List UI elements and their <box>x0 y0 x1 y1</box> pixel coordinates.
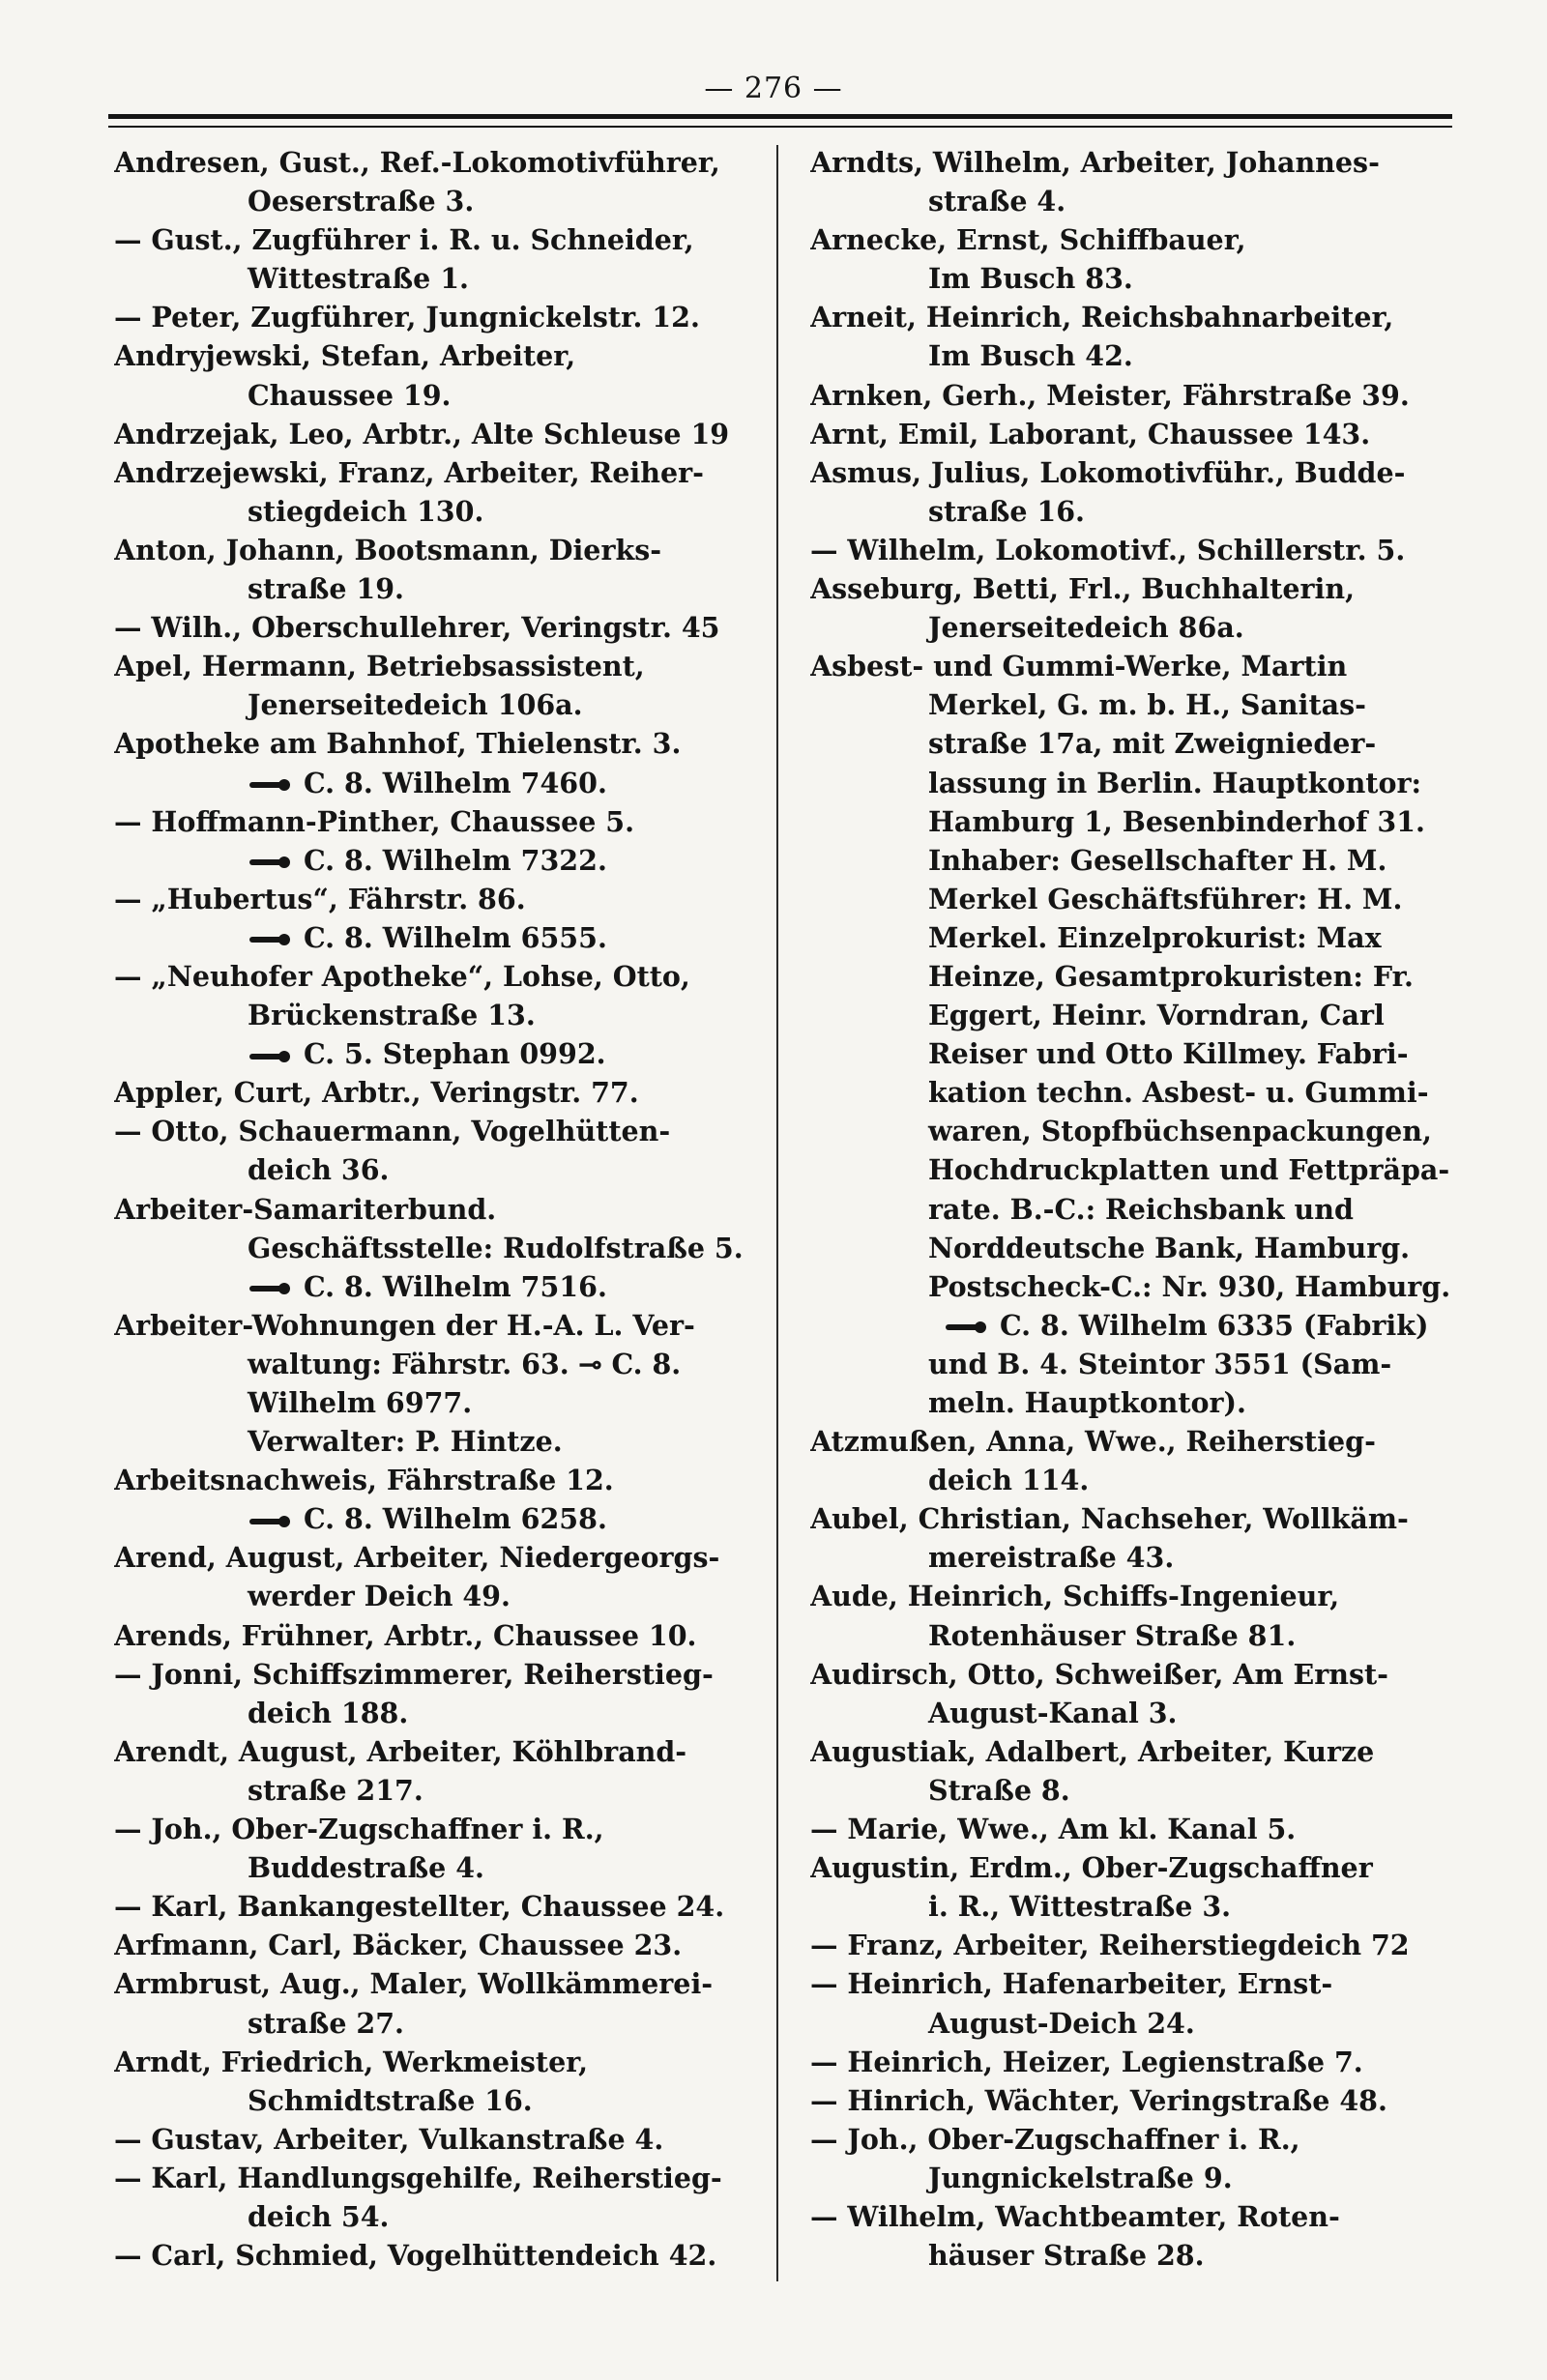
directory-line <box>114 764 772 802</box>
directory-line <box>114 376 772 415</box>
directory-line-text: August-Deich 24. <box>928 2006 1195 2040</box>
directory-line-text: Wittestraße 1. <box>248 262 469 296</box>
directory-line-text: Chaussee 19. <box>248 378 452 412</box>
directory-line <box>114 2197 772 2236</box>
directory-line-text: Andrzejewski, Franz, Arbeiter, Reiher- <box>114 455 704 489</box>
directory-line <box>810 1112 1456 1150</box>
directory-line <box>810 764 1456 802</box>
directory-line <box>114 841 772 880</box>
directory-line <box>810 1616 1456 1655</box>
directory-line-text: Augustiak, Adalbert, Arbeiter, Kurze <box>810 1734 1375 1768</box>
directory-line <box>114 1694 772 1732</box>
telephone-icon <box>249 1283 294 1294</box>
directory-line <box>810 2004 1456 2043</box>
directory-line <box>810 1461 1456 1499</box>
directory-line-text: Aubel, Christian, Nachseher, Wollkäm- <box>810 1502 1409 1536</box>
directory-line <box>810 220 1456 259</box>
directory-line-text: häuser Straße 28. <box>928 2239 1205 2273</box>
telephone-icon <box>249 1516 294 1527</box>
directory-line <box>114 2043 772 2081</box>
directory-line-text: rate. B.-C.: Reichsbank und <box>928 1192 1354 1226</box>
directory-line <box>114 608 772 647</box>
directory-line-text: Arbeiter-Samariterbund. <box>114 1192 497 1226</box>
directory-line-text: — Carl, Schmied, Vogelhüttendeich 42. <box>114 2239 717 2273</box>
directory-line-text: C. 8. Wilhelm 6335 (Fabrik) <box>1000 1308 1429 1342</box>
directory-line <box>114 1345 772 1383</box>
directory-line <box>810 1964 1456 2003</box>
directory-line <box>114 1461 772 1499</box>
directory-line <box>810 1499 1456 1538</box>
directory-line <box>810 453 1456 492</box>
directory-line <box>114 1538 772 1577</box>
directory-line <box>810 1771 1456 1810</box>
directory-line <box>810 1538 1456 1577</box>
page-number: — 276 — <box>704 72 843 105</box>
directory-line <box>114 1887 772 1926</box>
directory-line-text: Arndt, Friedrich, Werkmeister, <box>114 2045 589 2078</box>
directory-line-text: meln. Hauptkontor). <box>928 1386 1246 1419</box>
directory-line <box>810 880 1456 918</box>
directory-line-text: C. 5. Stephan 0992. <box>304 1037 606 1071</box>
directory-line-text: Arneit, Heinrich, Reichsbahnarbeiter, <box>810 301 1394 334</box>
directory-line <box>114 2081 772 2120</box>
directory-line <box>810 724 1456 763</box>
directory-line <box>810 2081 1456 2120</box>
directory-line-text: — Wilhelm, Lokomotivf., Schillerstr. 5. <box>810 533 1406 566</box>
directory-line-text: stiegdeich 130. <box>248 494 484 528</box>
directory-line <box>810 492 1456 531</box>
directory-line-text: — Joh., Ober-Zugschaffner i. R., <box>114 1813 604 1846</box>
directory-line <box>810 1694 1456 1732</box>
directory-line-text: Wilhelm 6977. <box>248 1386 473 1419</box>
directory-line-text: Arends, Frühner, Arbtr., Chaussee 10. <box>114 1618 697 1652</box>
directory-line <box>810 1150 1456 1189</box>
directory-line <box>810 685 1456 724</box>
directory-line <box>114 1848 772 1887</box>
directory-line <box>810 1267 1456 1306</box>
directory-line-text: C. 8. Wilhelm 7516. <box>304 1269 607 1303</box>
directory-line-text: Augustin, Erdm., Ober-Zugschaffner <box>810 1851 1373 1885</box>
directory-line <box>810 2120 1456 2159</box>
directory-line-text: — „Hubertus“, Fährstr. 86. <box>114 882 526 915</box>
right-column <box>810 143 1456 2275</box>
directory-line <box>114 685 772 724</box>
directory-line-text: deich 188. <box>248 1696 409 1729</box>
telephone-icon <box>249 1051 294 1062</box>
directory-line-text: Anton, Johann, Bootsmann, Dierks- <box>114 533 662 566</box>
directory-line <box>114 492 772 531</box>
directory-line <box>114 453 772 492</box>
directory-line <box>114 1926 772 1964</box>
directory-line-text: Arndts, Wilhelm, Arbeiter, Johannes- <box>810 146 1380 179</box>
directory-line <box>114 1810 772 1848</box>
directory-line <box>114 1383 772 1422</box>
directory-line <box>810 2159 1456 2197</box>
directory-line-text: Heinze, Gesamtprokuristen: Fr. <box>928 959 1414 993</box>
directory-line <box>810 1887 1456 1926</box>
directory-line <box>114 802 772 841</box>
directory-line <box>810 1034 1456 1073</box>
directory-line <box>114 143 772 182</box>
directory-line-text: deich 36. <box>248 1153 390 1187</box>
directory-line <box>114 1616 772 1655</box>
directory-line-text: — Heinrich, Hafenarbeiter, Ernst- <box>810 1967 1333 2001</box>
directory-line-text: C. 8. Wilhelm 6555. <box>304 920 607 954</box>
directory-line-text: straße 217. <box>248 1773 423 1807</box>
directory-line <box>114 336 772 375</box>
directory-line <box>114 1112 772 1150</box>
directory-line-text: kation techn. Asbest- u. Gummi- <box>928 1076 1429 1110</box>
directory-line <box>810 1306 1456 1345</box>
directory-line-text: Asseburg, Betti, Frl., Buchhalterin, <box>810 572 1356 606</box>
directory-line-text: mereistraße 43. <box>928 1541 1175 1575</box>
directory-line <box>114 1964 772 2003</box>
directory-line <box>114 918 772 957</box>
directory-line <box>114 996 772 1034</box>
directory-line-text: — Wilhelm, Wachtbeamter, Roten- <box>810 2199 1340 2233</box>
directory-line-text: Hochdruckplatten und Fettpräpa- <box>928 1153 1450 1187</box>
directory-line <box>810 802 1456 841</box>
directory-line <box>114 1499 772 1538</box>
directory-line-text: Asmus, Julius, Lokomotivführ., Budde- <box>810 455 1406 489</box>
directory-line-text: — Gustav, Arbeiter, Vulkanstraße 4. <box>114 2122 664 2156</box>
directory-line-text: und B. 4. Steintor 3551 (Sam- <box>928 1347 1392 1380</box>
directory-line <box>810 608 1456 647</box>
directory-line <box>810 1577 1456 1615</box>
directory-line <box>114 1229 772 1267</box>
directory-line-text: — Wilh., Oberschullehrer, Veringstr. 45 <box>114 611 720 645</box>
directory-line-text: lassung in Berlin. Hauptkontor: <box>928 766 1421 799</box>
directory-line <box>114 2004 772 2043</box>
directory-line-text: Arnt, Emil, Laborant, Chaussee 143. <box>810 417 1371 450</box>
left-column <box>114 143 772 2275</box>
directory-line-text: werder Deich 49. <box>248 1580 511 1613</box>
directory-line-text: Rotenhäuser Straße 81. <box>928 1618 1297 1652</box>
directory-line <box>114 1577 772 1615</box>
directory-line <box>114 298 772 336</box>
directory-line <box>114 2120 772 2159</box>
directory-line <box>810 2236 1456 2275</box>
directory-line <box>114 531 772 569</box>
directory-line-text: Merkel. Einzelprokurist: Max <box>928 920 1382 954</box>
directory-line <box>114 1732 772 1771</box>
directory-line <box>810 2043 1456 2081</box>
directory-line <box>810 259 1456 298</box>
directory-line-text: — Peter, Zugführer, Jungnickelstr. 12. <box>114 301 700 334</box>
directory-line-text: — Hoffmann-Pinther, Chaussee 5. <box>114 804 635 838</box>
directory-line-text: Geschäftsstelle: Rudolfstraße 5. <box>248 1231 744 1264</box>
directory-line-text: waren, Stopfbüchsenpackungen, <box>928 1115 1432 1148</box>
header-rule-thin <box>108 126 1452 128</box>
directory-line-text: Armbrust, Aug., Maler, Wollkämmerei- <box>114 1967 714 2001</box>
directory-line <box>810 647 1456 685</box>
directory-line-text: Schmidtstraße 16. <box>248 2083 533 2117</box>
directory-line-text: Arend, August, Arbeiter, Niedergeorgs- <box>114 1541 720 1575</box>
directory-line-text: Arendt, August, Arbeiter, Köhlbrand- <box>114 1734 687 1768</box>
directory-line <box>810 1073 1456 1112</box>
directory-line <box>114 2159 772 2197</box>
directory-line <box>810 376 1456 415</box>
directory-line-text: Arfmann, Carl, Bäcker, Chaussee 23. <box>114 1929 683 1962</box>
directory-line <box>810 298 1456 336</box>
directory-line <box>114 1306 772 1345</box>
directory-line-text: Arnecke, Ernst, Schiffbauer, <box>810 223 1246 257</box>
column-divider <box>776 145 778 2281</box>
telephone-icon <box>249 779 294 791</box>
telephone-icon <box>946 1321 990 1333</box>
directory-line-text: Audirsch, Otto, Schweißer, Am Ernst- <box>810 1657 1388 1691</box>
directory-line <box>810 1810 1456 1848</box>
directory-line <box>114 1150 772 1189</box>
directory-line-text: Jenerseitedeich 86a. <box>928 611 1244 645</box>
directory-line-text: — Hinrich, Wächter, Veringstraße 48. <box>810 2083 1387 2117</box>
directory-line-text: Asbest- und Gummi-Werke, Martin <box>810 650 1348 683</box>
directory-line <box>810 143 1456 182</box>
directory-line <box>810 1229 1456 1267</box>
directory-line-text: — Heinrich, Heizer, Legienstraße 7. <box>810 2045 1363 2078</box>
directory-line <box>114 569 772 608</box>
directory-line <box>810 2197 1456 2236</box>
directory-line-text: Norddeutsche Bank, Hamburg. <box>928 1231 1411 1264</box>
directory-line-text: C. 8. Wilhelm 7460. <box>304 766 607 799</box>
directory-line-text: C. 8. Wilhelm 6258. <box>304 1502 607 1536</box>
directory-line-text: Buddestraße 4. <box>248 1851 484 1885</box>
directory-line <box>810 1190 1456 1229</box>
directory-line-text: Brückenstraße 13. <box>248 999 536 1032</box>
directory-line <box>114 259 772 298</box>
telephone-icon <box>249 934 294 945</box>
directory-line-text: Hamburg 1, Besenbinderhof 31. <box>928 804 1425 838</box>
directory-line-text: — Gust., Zugführer i. R. u. Schneider, <box>114 223 694 257</box>
directory-line-text: Im Busch 83. <box>928 262 1133 296</box>
directory-line <box>114 1771 772 1810</box>
header-rule-thick <box>108 114 1452 119</box>
directory-line-text: Apel, Hermann, Betriebsassistent, <box>114 650 645 683</box>
directory-line <box>810 1345 1456 1383</box>
directory-line <box>114 880 772 918</box>
directory-line-text: Straße 8. <box>928 1773 1070 1807</box>
directory-line-text: C. 8. Wilhelm 7322. <box>304 843 607 877</box>
directory-line-text: — Franz, Arbeiter, Reiherstiegdeich 72 <box>810 1929 1410 1962</box>
directory-line <box>810 415 1456 453</box>
directory-line-text: — Karl, Handlungsgehilfe, Reiherstieg- <box>114 2161 722 2194</box>
directory-line-text: — „Neuhofer Apotheke“, Lohse, Otto, <box>114 959 690 993</box>
directory-line <box>114 957 772 996</box>
directory-line-text: — Otto, Schauermann, Vogelhütten- <box>114 1115 671 1148</box>
directory-line <box>114 1073 772 1112</box>
directory-line-text: Appler, Curt, Arbtr., Veringstr. 77. <box>114 1076 639 1110</box>
directory-line <box>114 1267 772 1306</box>
directory-line <box>810 1926 1456 1964</box>
directory-line-text: Jungnickelstraße 9. <box>928 2161 1233 2194</box>
directory-line <box>114 647 772 685</box>
directory-line-text: Arbeitsnachweis, Fährstraße 12. <box>114 1464 614 1497</box>
directory-line-text: Verwalter: P. Hintze. <box>248 1425 563 1459</box>
directory-line <box>114 724 772 763</box>
directory-line <box>810 336 1456 375</box>
directory-line-text: Jenerseitedeich 106a. <box>248 688 583 722</box>
directory-line <box>810 182 1456 220</box>
directory-line <box>810 996 1456 1034</box>
directory-line-text: — Marie, Wwe., Am kl. Kanal 5. <box>810 1813 1297 1846</box>
directory-line-text: Atzmußen, Anna, Wwe., Reiherstieg- <box>810 1425 1376 1459</box>
directory-line-text: Andrzejak, Leo, Arbtr., Alte Schleuse 19 <box>114 417 730 450</box>
directory-line-text: Oeserstraße 3. <box>248 185 475 218</box>
directory-line-text: Merkel, G. m. b. H., Sanitas- <box>928 688 1366 722</box>
directory-line <box>114 1190 772 1229</box>
directory-line <box>114 415 772 453</box>
directory-line <box>810 918 1456 957</box>
telephone-icon <box>249 856 294 868</box>
directory-line-text: Im Busch 42. <box>928 339 1133 373</box>
directory-line <box>114 1034 772 1073</box>
directory-line-text: Andresen, Gust., Ref.-Lokomotivführer, <box>114 146 720 179</box>
directory-line-text: deich 114. <box>928 1464 1090 1497</box>
directory-line-text: i. R., Wittestraße 3. <box>928 1890 1232 1924</box>
directory-line-text: Merkel Geschäftsführer: H. M. <box>928 882 1403 915</box>
directory-line-text: Andryjewski, Stefan, Arbeiter, <box>114 339 576 373</box>
directory-line <box>114 220 772 259</box>
directory-line <box>810 841 1456 880</box>
directory-line <box>810 1383 1456 1422</box>
directory-line-text: Postscheck-C.: Nr. 930, Hamburg. <box>928 1269 1451 1303</box>
directory-line-text: straße 17a, mit Zweignieder- <box>928 727 1377 761</box>
directory-line-text: straße 27. <box>248 2006 404 2040</box>
directory-line-text: Apotheke am Bahnhof, Thielenstr. 3. <box>114 727 682 761</box>
directory-line <box>114 182 772 220</box>
directory-line-text: Aude, Heinrich, Schiffs-Ingenieur, <box>810 1580 1340 1613</box>
directory-line-text: straße 4. <box>928 185 1066 218</box>
directory-line <box>810 1732 1456 1771</box>
directory-line <box>114 2236 772 2275</box>
directory-line-text: Arbeiter-Wohnungen der H.-A. L. Ver- <box>114 1308 695 1342</box>
directory-line-text: Arnken, Gerh., Meister, Fährstraße 39. <box>810 378 1410 412</box>
directory-line <box>114 1655 772 1694</box>
directory-line-text: deich 54. <box>248 2199 390 2233</box>
directory-line-text: — Joh., Ober-Zugschaffner i. R., <box>810 2122 1300 2156</box>
directory-line-text: waltung: Fährstr. 63. ⊸ C. 8. <box>248 1347 682 1380</box>
directory-line-text: straße 16. <box>928 494 1085 528</box>
directory-line-text: Reiser und Otto Killmey. Fabri- <box>928 1037 1409 1071</box>
directory-line <box>810 957 1456 996</box>
directory-line-text: Eggert, Heinr. Vorndran, Carl <box>928 999 1385 1032</box>
directory-line <box>810 531 1456 569</box>
directory-line-text: Inhaber: Gesellschafter H. M. <box>928 843 1387 877</box>
directory-line-text: August-Kanal 3. <box>928 1696 1178 1729</box>
directory-line <box>810 569 1456 608</box>
directory-line <box>810 1655 1456 1694</box>
directory-line-text: — Jonni, Schiffszimmerer, Reiherstieg- <box>114 1657 714 1691</box>
directory-line-text: — Karl, Bankangestellter, Chaussee 24. <box>114 1890 725 1924</box>
directory-line <box>810 1848 1456 1887</box>
directory-line-text: straße 19. <box>248 572 404 606</box>
directory-line <box>810 1422 1456 1461</box>
directory-line <box>114 1422 772 1461</box>
